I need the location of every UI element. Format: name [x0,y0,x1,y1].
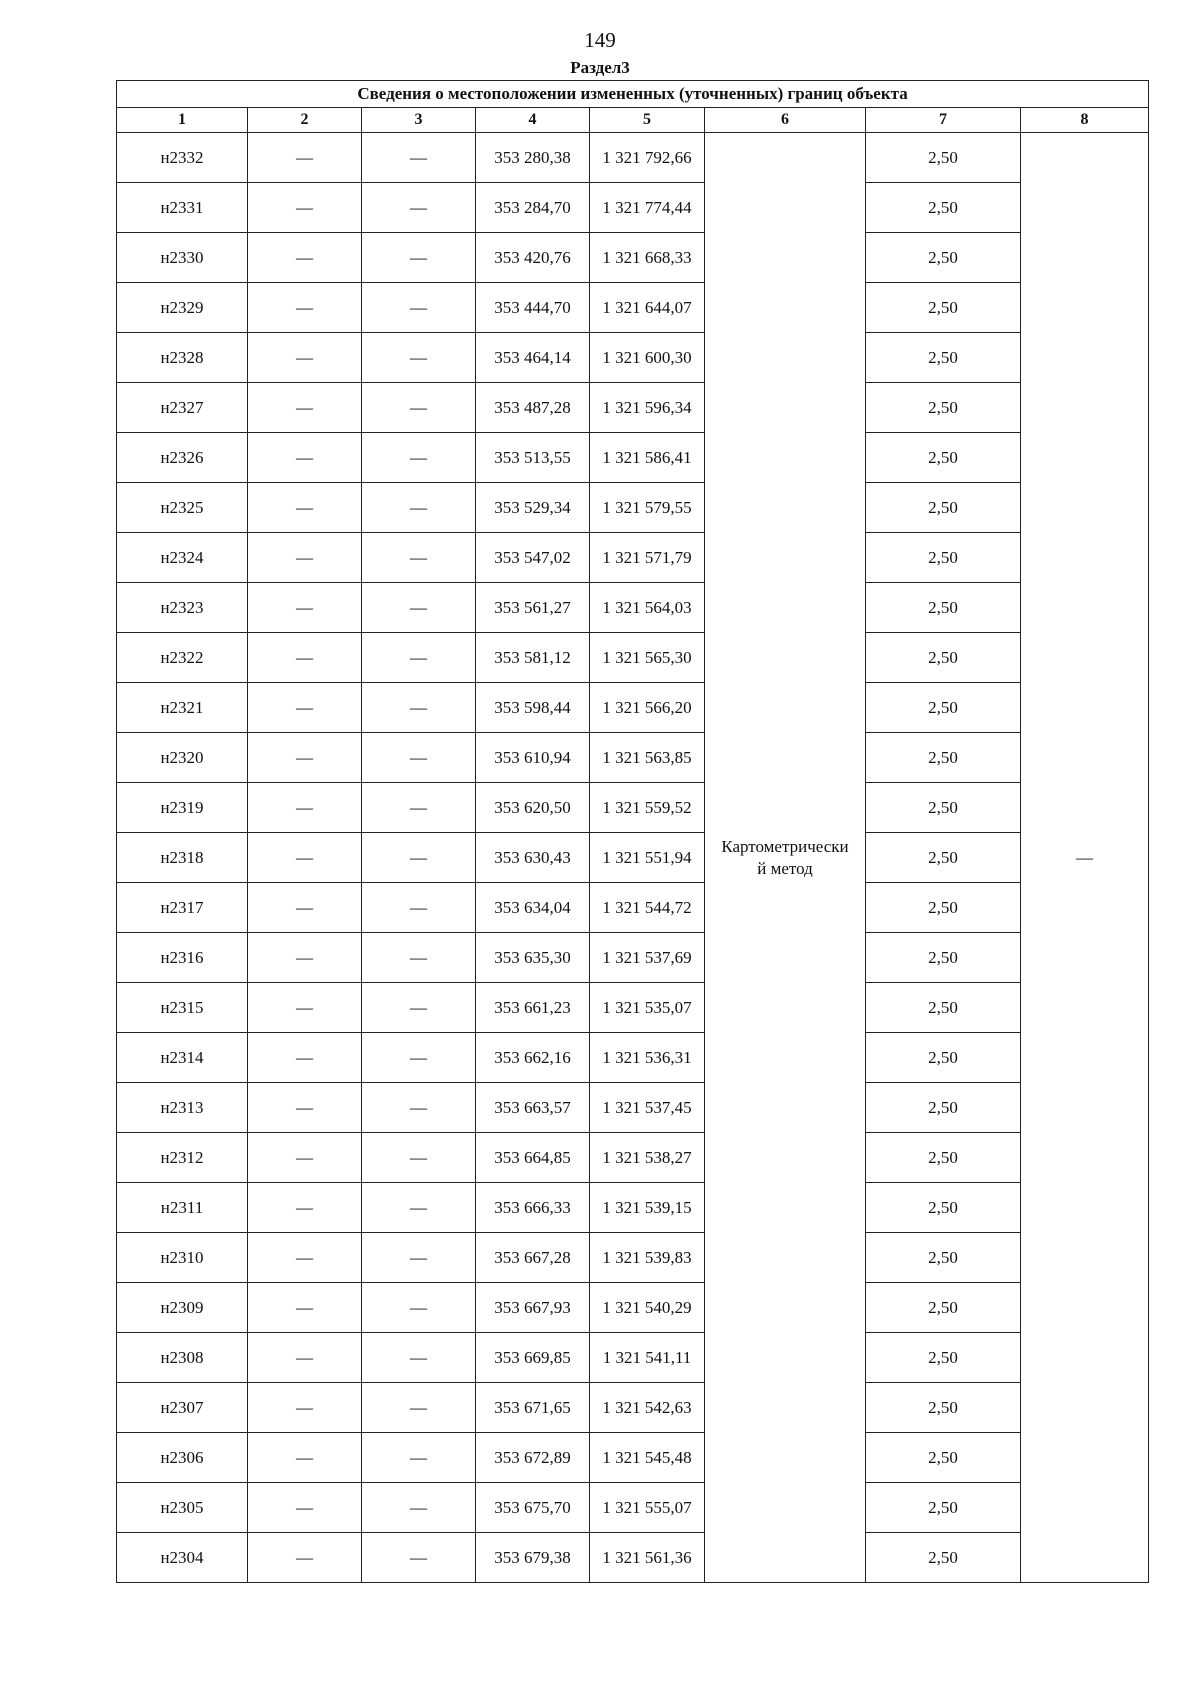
accuracy-cell: 2,50 [866,1533,1021,1583]
y-coordinate-cell: 1 321 537,45 [590,1083,705,1133]
y-coordinate-cell: 1 321 538,27 [590,1133,705,1183]
column-number: 6 [705,108,866,133]
y-coordinate-cell: 1 321 551,94 [590,833,705,883]
table-row [117,333,1149,383]
col2-cell: — [248,833,362,883]
x-coordinate-cell: 353 464,14 [476,333,590,383]
table-row [117,1233,1149,1283]
table-row [117,133,1149,183]
y-coordinate-cell: 1 321 539,83 [590,1233,705,1283]
x-coordinate-cell: 353 561,27 [476,583,590,633]
y-coordinate-cell: 1 321 564,03 [590,583,705,633]
coordinates-table [116,80,1149,1583]
table-row [117,1083,1149,1133]
point-id-cell: н2325 [117,483,248,533]
col3-cell: — [362,933,476,983]
col2-cell: — [248,1033,362,1083]
point-id-cell: н2317 [117,883,248,933]
col3-cell: — [362,1233,476,1283]
y-coordinate-cell: 1 321 571,79 [590,533,705,583]
col3-cell: — [362,833,476,883]
accuracy-cell: 2,50 [866,233,1021,283]
table-row [117,383,1149,433]
col2-cell: — [248,933,362,983]
point-id-cell: н2307 [117,1383,248,1433]
col3-cell: — [362,183,476,233]
table-row [117,783,1149,833]
col2-cell: — [248,133,362,183]
table-row [117,733,1149,783]
point-id-cell: н2306 [117,1433,248,1483]
y-coordinate-cell: 1 321 561,36 [590,1533,705,1583]
accuracy-cell: 2,50 [866,1283,1021,1333]
col3-cell: — [362,133,476,183]
point-id-cell: н2313 [117,1083,248,1133]
y-coordinate-cell: 1 321 545,48 [590,1433,705,1483]
col2-cell: — [248,1433,362,1483]
x-coordinate-cell: 353 667,28 [476,1233,590,1283]
x-coordinate-cell: 353 513,55 [476,433,590,483]
col3-cell: — [362,983,476,1033]
accuracy-cell: 2,50 [866,133,1021,183]
point-id-cell: н2314 [117,1033,248,1083]
point-id-cell: н2312 [117,1133,248,1183]
col2-cell: — [248,783,362,833]
point-id-cell: н2324 [117,533,248,583]
col3-cell: — [362,233,476,283]
method-cell [705,133,866,1583]
accuracy-cell: 2,50 [866,283,1021,333]
table-row [117,633,1149,683]
point-id-cell: н2316 [117,933,248,983]
point-id-cell: н2319 [117,783,248,833]
point-id-cell: н2321 [117,683,248,733]
table-row [117,233,1149,283]
y-coordinate-cell: 1 321 596,34 [590,383,705,433]
x-coordinate-cell: 353 487,28 [476,383,590,433]
y-coordinate-cell: 1 321 563,85 [590,733,705,783]
method-text: Картометрически й метод [721,837,849,878]
table-row [117,1533,1149,1583]
x-coordinate-cell: 353 672,89 [476,1433,590,1483]
accuracy-cell: 2,50 [866,883,1021,933]
table-row [117,1033,1149,1083]
x-coordinate-cell: 353 667,93 [476,1283,590,1333]
table-row [117,433,1149,483]
x-coordinate-cell: 353 679,38 [476,1533,590,1583]
accuracy-cell: 2,50 [866,583,1021,633]
y-coordinate-cell: 1 321 536,31 [590,1033,705,1083]
accuracy-cell: 2,50 [866,1433,1021,1483]
col3-cell: — [362,883,476,933]
x-coordinate-cell: 353 529,34 [476,483,590,533]
col2-cell: — [248,533,362,583]
col2-cell: — [248,583,362,633]
y-coordinate-cell: 1 321 544,72 [590,883,705,933]
col2-cell: — [248,1333,362,1383]
col2-cell: — [248,883,362,933]
accuracy-cell: 2,50 [866,383,1021,433]
x-coordinate-cell: 353 666,33 [476,1183,590,1233]
col3-cell: — [362,333,476,383]
col2-cell: — [248,1233,362,1283]
col3-cell: — [362,533,476,583]
point-id-cell: н2330 [117,233,248,283]
col3-cell: — [362,1133,476,1183]
accuracy-cell: 2,50 [866,833,1021,883]
col3-cell: — [362,683,476,733]
col2-cell: — [248,733,362,783]
accuracy-cell: 2,50 [866,1133,1021,1183]
x-coordinate-cell: 353 634,04 [476,883,590,933]
column-number: 3 [362,108,476,133]
accuracy-cell: 2,50 [866,1183,1021,1233]
col3-cell: — [362,433,476,483]
x-coordinate-cell: 353 444,70 [476,283,590,333]
accuracy-cell: 2,50 [866,183,1021,233]
x-coordinate-cell: 353 635,30 [476,933,590,983]
col2-cell: — [248,483,362,533]
column-number: 4 [476,108,590,133]
y-coordinate-cell: 1 321 542,63 [590,1383,705,1433]
table-row [117,1383,1149,1433]
x-coordinate-cell: 353 547,02 [476,533,590,583]
point-id-cell: н2310 [117,1233,248,1283]
x-coordinate-cell: 353 630,43 [476,833,590,883]
x-coordinate-cell: 353 280,38 [476,133,590,183]
col2-cell: — [248,633,362,683]
y-coordinate-cell: 1 321 539,15 [590,1183,705,1233]
table-caption: Сведения о местоположении измененных (уточненных) границ объекта [117,81,1149,108]
section-title: Раздел3 [570,58,630,77]
column-number: 8 [1021,108,1149,133]
col2-cell: — [248,683,362,733]
col2-cell: — [248,1533,362,1583]
column-number: 7 [866,108,1021,133]
point-id-cell: н2323 [117,583,248,633]
page-number: 149 [584,28,616,52]
x-coordinate-cell: 353 664,85 [476,1133,590,1183]
col3-cell: — [362,383,476,433]
y-coordinate-cell: 1 321 644,07 [590,283,705,333]
accuracy-cell: 2,50 [866,633,1021,683]
col3-cell: — [362,1483,476,1533]
col3-cell: — [362,483,476,533]
point-id-cell: н2332 [117,133,248,183]
table-row [117,833,1149,883]
column-number: 5 [590,108,705,133]
x-coordinate-cell: 353 662,16 [476,1033,590,1083]
col2-cell: — [248,1183,362,1233]
accuracy-cell: 2,50 [866,683,1021,733]
y-coordinate-cell: 1 321 537,69 [590,933,705,983]
point-id-cell: н2304 [117,1533,248,1583]
accuracy-cell: 2,50 [866,1333,1021,1383]
col3-cell: — [362,1083,476,1133]
table-row [117,1283,1149,1333]
col3-cell: — [362,1533,476,1583]
point-id-cell: н2328 [117,333,248,383]
y-coordinate-cell: 1 321 541,11 [590,1333,705,1383]
col2-cell: — [248,983,362,1033]
table-row [117,1183,1149,1233]
col3-cell: — [362,283,476,333]
x-coordinate-cell: 353 663,57 [476,1083,590,1133]
y-coordinate-cell: 1 321 559,52 [590,783,705,833]
accuracy-cell: 2,50 [866,1483,1021,1533]
table-row [117,1333,1149,1383]
point-id-cell: н2326 [117,433,248,483]
col2-cell: — [248,283,362,333]
point-id-cell: н2311 [117,1183,248,1233]
y-coordinate-cell: 1 321 566,20 [590,683,705,733]
accuracy-cell: 2,50 [866,433,1021,483]
y-coordinate-cell: 1 321 535,07 [590,983,705,1033]
column-number: 1 [117,108,248,133]
col8-cell: — [1021,133,1149,1583]
x-coordinate-cell: 353 671,65 [476,1383,590,1433]
x-coordinate-cell: 353 669,85 [476,1333,590,1383]
col2-cell: — [248,383,362,433]
point-id-cell: н2331 [117,183,248,233]
table-row [117,1433,1149,1483]
point-id-cell: н2305 [117,1483,248,1533]
accuracy-cell: 2,50 [866,983,1021,1033]
table-body [117,133,1149,1583]
table-row [117,933,1149,983]
table-row [117,283,1149,333]
table-row [117,1133,1149,1183]
col2-cell: — [248,1083,362,1133]
col3-cell: — [362,633,476,683]
col3-cell: — [362,1033,476,1083]
point-id-cell: н2315 [117,983,248,1033]
y-coordinate-cell: 1 321 586,41 [590,433,705,483]
accuracy-cell: 2,50 [866,783,1021,833]
y-coordinate-cell: 1 321 565,30 [590,633,705,683]
y-coordinate-cell: 1 321 555,07 [590,1483,705,1533]
accuracy-cell: 2,50 [866,1383,1021,1433]
accuracy-cell: 2,50 [866,333,1021,383]
point-id-cell: н2309 [117,1283,248,1333]
y-coordinate-cell: 1 321 600,30 [590,333,705,383]
table-row [117,533,1149,583]
x-coordinate-cell: 353 661,23 [476,983,590,1033]
col2-cell: — [248,433,362,483]
accuracy-cell: 2,50 [866,1083,1021,1133]
table-row [117,183,1149,233]
x-coordinate-cell: 353 420,76 [476,233,590,283]
col3-cell: — [362,583,476,633]
point-id-cell: н2329 [117,283,248,333]
col2-cell: — [248,1483,362,1533]
x-coordinate-cell: 353 581,12 [476,633,590,683]
accuracy-cell: 2,50 [866,1033,1021,1083]
col2-cell: — [248,1133,362,1183]
table-row [117,683,1149,733]
x-coordinate-cell: 353 598,44 [476,683,590,733]
x-coordinate-cell: 353 284,70 [476,183,590,233]
table-row [117,483,1149,533]
table-row [117,883,1149,933]
table-row [117,583,1149,633]
y-coordinate-cell: 1 321 540,29 [590,1283,705,1333]
accuracy-cell: 2,50 [866,483,1021,533]
col2-cell: — [248,1383,362,1433]
point-id-cell: н2308 [117,1333,248,1383]
y-coordinate-cell: 1 321 579,55 [590,483,705,533]
point-id-cell: н2318 [117,833,248,883]
point-id-cell: н2320 [117,733,248,783]
col2-cell: — [248,1283,362,1333]
y-coordinate-cell: 1 321 668,33 [590,233,705,283]
accuracy-cell: 2,50 [866,733,1021,783]
point-id-cell: н2327 [117,383,248,433]
col3-cell: — [362,783,476,833]
col3-cell: — [362,1383,476,1433]
col2-cell: — [248,183,362,233]
col2-cell: — [248,233,362,283]
col3-cell: — [362,1433,476,1483]
accuracy-cell: 2,50 [866,533,1021,583]
column-number: 2 [248,108,362,133]
x-coordinate-cell: 353 620,50 [476,783,590,833]
accuracy-cell: 2,50 [866,1233,1021,1283]
col3-cell: — [362,1283,476,1333]
x-coordinate-cell: 353 610,94 [476,733,590,783]
y-coordinate-cell: 1 321 792,66 [590,133,705,183]
table-row [117,983,1149,1033]
col3-cell: — [362,1333,476,1383]
col3-cell: — [362,1183,476,1233]
col2-cell: — [248,333,362,383]
point-id-cell: н2322 [117,633,248,683]
accuracy-cell: 2,50 [866,933,1021,983]
y-coordinate-cell: 1 321 774,44 [590,183,705,233]
table-row [117,1483,1149,1533]
column-number-row [117,108,1149,133]
col3-cell: — [362,733,476,783]
x-coordinate-cell: 353 675,70 [476,1483,590,1533]
